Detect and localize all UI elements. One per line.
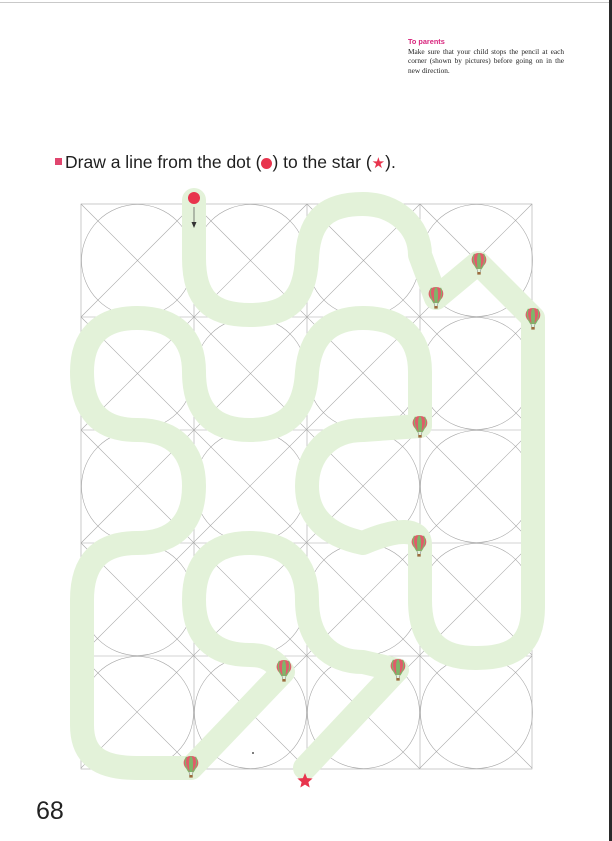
page-number: 68 <box>36 797 64 825</box>
instruction-text-2: ) to the star ( <box>272 152 372 172</box>
maze-path <box>82 200 533 768</box>
star-icon: ★ <box>371 155 386 172</box>
parents-note-body: Make sure that your child stops the pencil at each corner (shown by pictures) before going on in the new direction. <box>408 46 564 75</box>
instruction-text-1: Draw a line from the dot ( <box>65 152 262 172</box>
stray-mark <box>252 752 254 754</box>
instruction-text-3: ). <box>385 152 396 172</box>
parents-note-title: To parents <box>408 37 445 46</box>
